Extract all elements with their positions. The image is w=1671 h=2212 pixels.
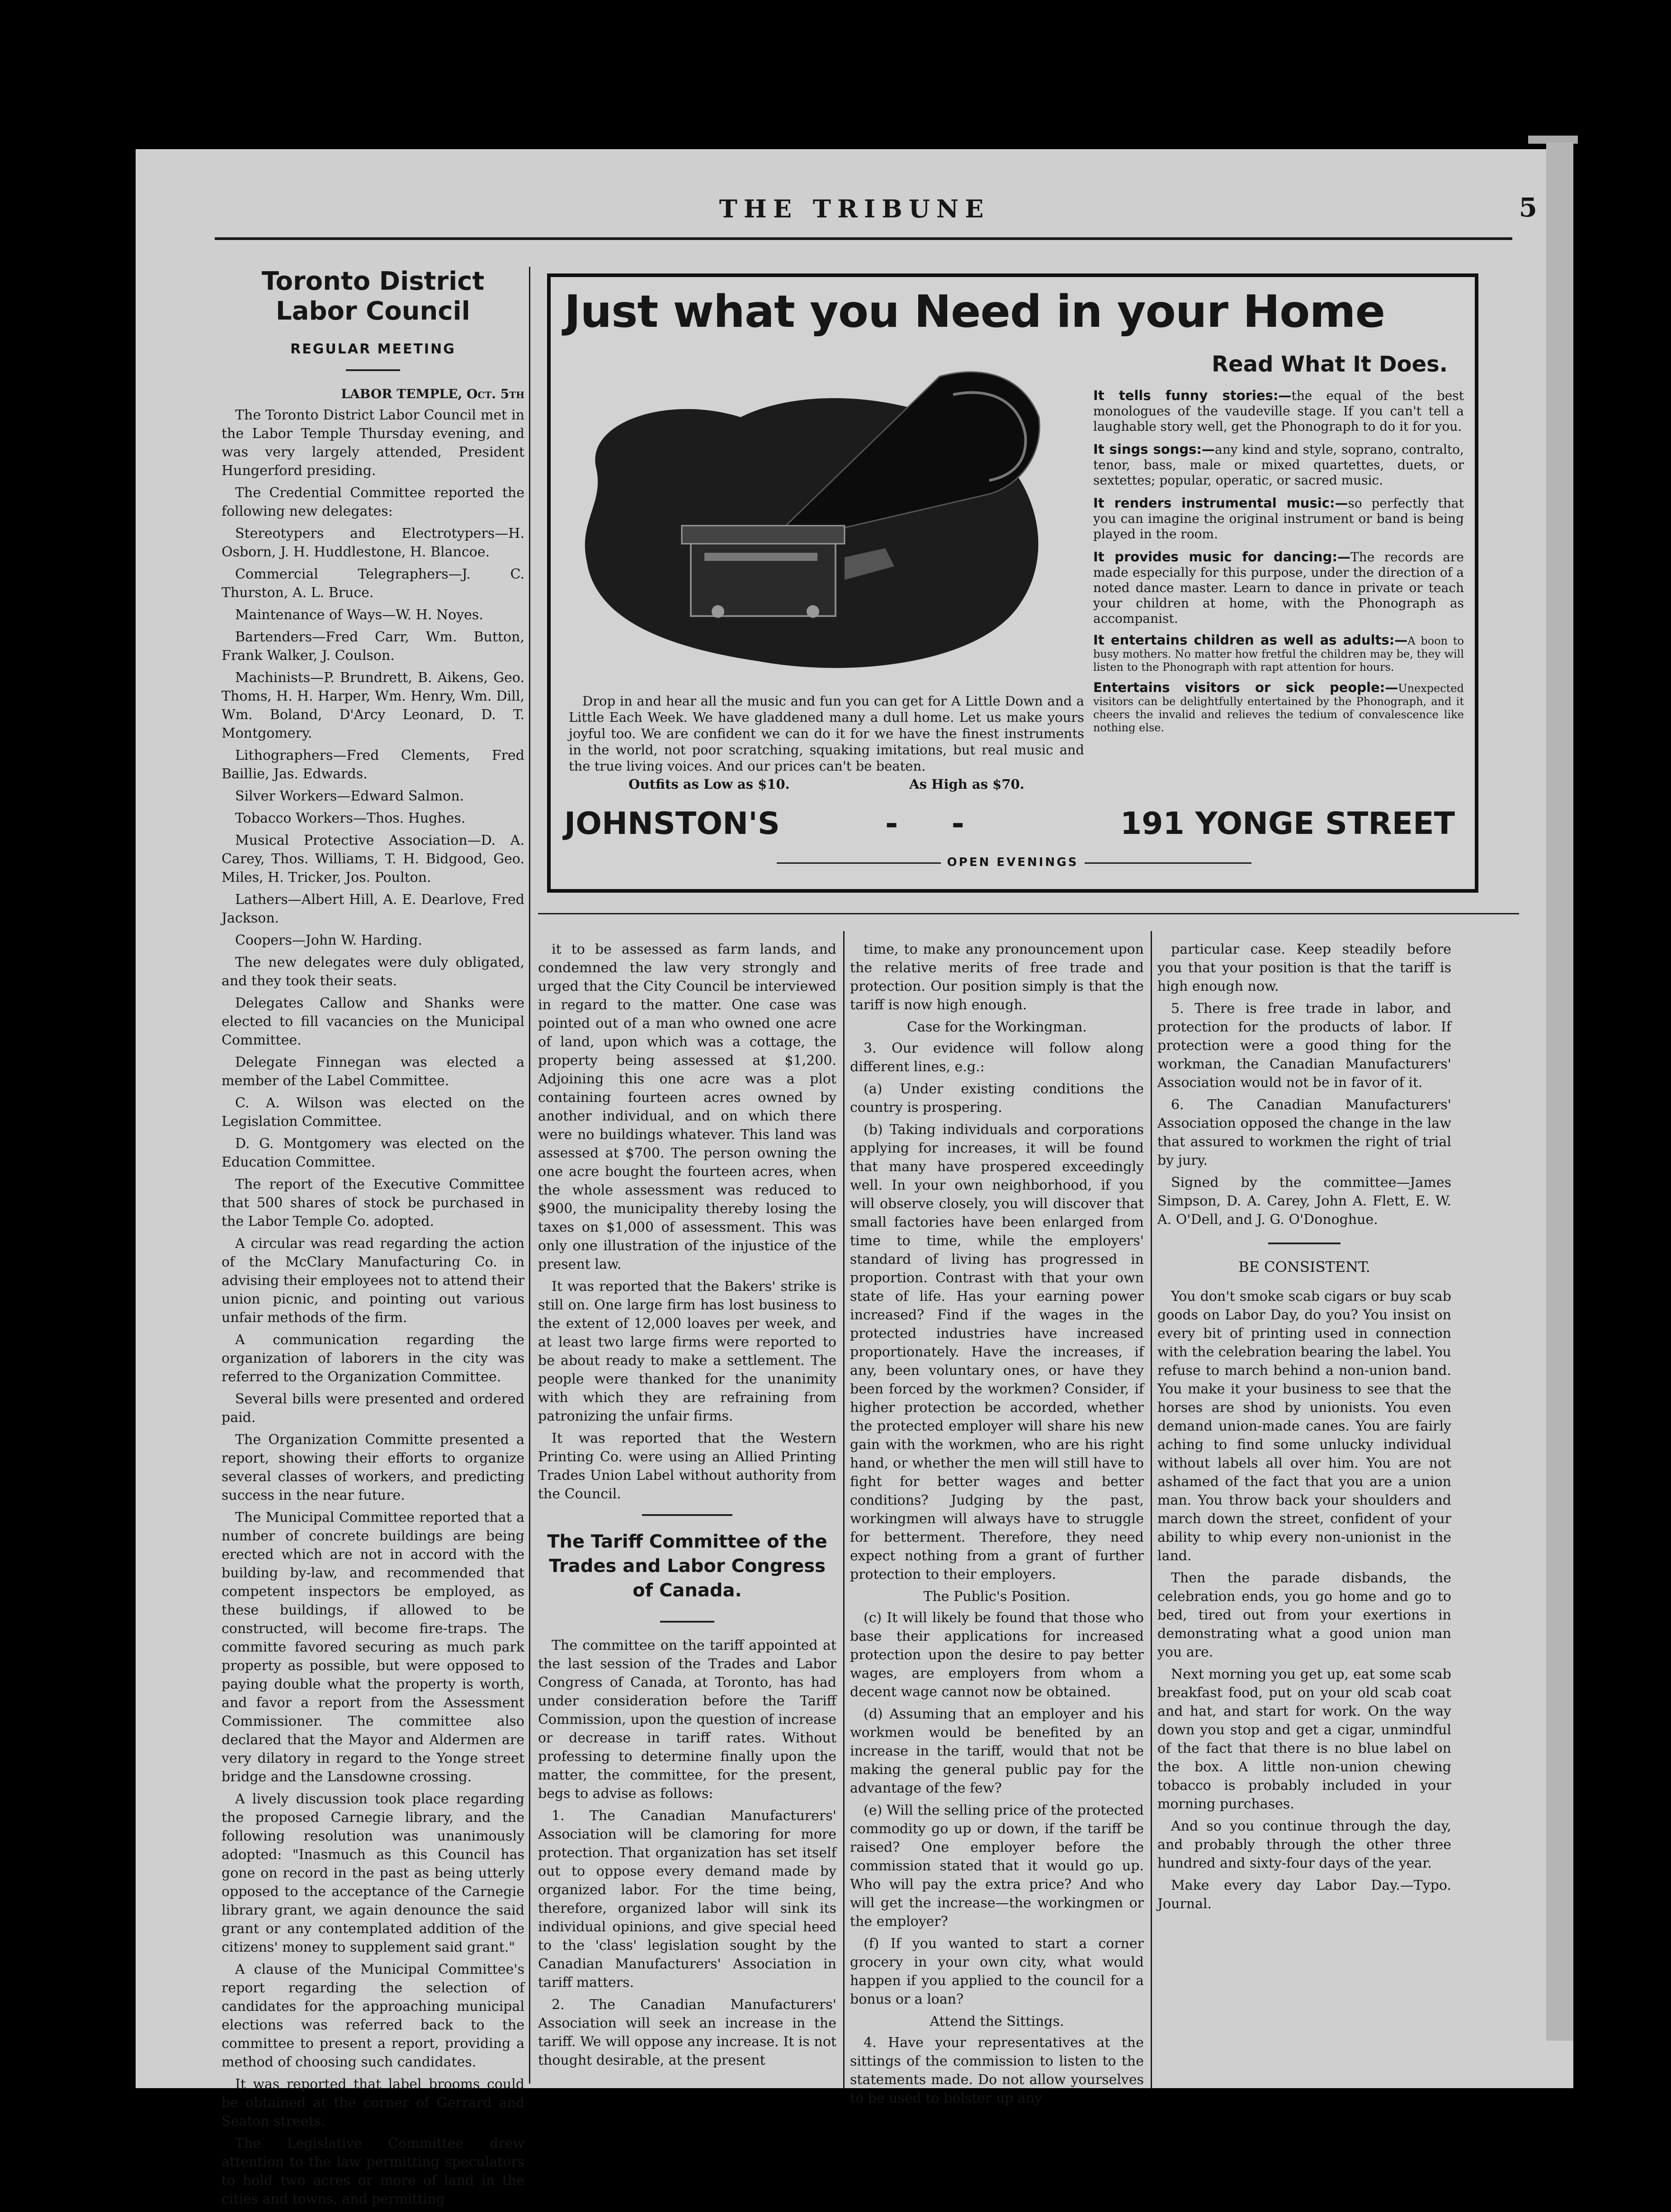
paragraph: 1. The Canadian Manufacturers' Association will be clamoring for more protection. That organization has set itself out to oppose every demand made by organized labor. For the time being, therefore, organized labor will sink its individual opinions, and give special heed to the 'class' legislation sought by the Canadian Manufacturers' Association in tariff matters. (538, 1808, 836, 1991)
feature-lead: It sings songs:— (1093, 442, 1215, 457)
ad-feature (1093, 634, 1464, 674)
paragraph: A clause of the Municipal Committee's report regarding the selection of candidates for the approaching municipal elections was referred back to the committee to present a report, providing a method of choosing such candidates. (222, 1962, 524, 2070)
paragraph: Commercial Telegraphers—J. C. Thurston, A. L. Bruce. (222, 566, 524, 601)
feature-lead: It renders instrumental music:— (1093, 495, 1348, 511)
feature-lead: It tells funny stories:— (1093, 388, 1292, 403)
paragraph: (f) If you wanted to start a corner grocery in your own city, what would happen if you applied to the council for a bonus or a loan? (850, 1936, 1144, 2007)
masthead-rule (215, 237, 1512, 240)
tariff-headline: The Tariff Committee of the Trades and Labor Congress of Canada. (547, 1531, 827, 1601)
paragraph: Delegate Finnegan was elected a member of the Label Committee. (222, 1054, 524, 1089)
feature-lead: Entertains visitors or sick people:— (1093, 680, 1398, 695)
phonograph-illustration (569, 367, 1084, 684)
paragraph: The Organization Committe presented a report, showing their efforts to organize several classes of workers, and predicting success in the near future. (222, 1432, 524, 1503)
price-high: As High as $70. (909, 777, 1024, 792)
page-edge (1546, 142, 1573, 2041)
price-low: Outfits as Low as $10. (628, 777, 790, 792)
ad-feature (1093, 681, 1464, 734)
paragraph: A circular was read regarding the action of the McClary Manufacturing Co. in advising their employees not to attend their union picnic, and pointing out various unfair methods of the firm. (222, 1236, 524, 1326)
paragraph: Silver Workers—Edward Salmon. (235, 788, 464, 804)
paragraph: (c) It will likely be found that those who base their applications for increased protection upon the desire to pay better wages, are employers from whom a decent wage cannot now be obtained. (850, 1610, 1144, 1700)
divider (660, 1621, 714, 1623)
paragraph: (d) Assuming that an employer and his workmen would be benefited by an increase in the tariff, would that not be making the general public pay for the advantage of the few? (850, 1706, 1144, 1796)
column-1 (222, 267, 524, 2212)
paragraph: D. G. Montgomery was elected on the Education Committee. (222, 1136, 524, 1170)
column-rule (529, 267, 530, 2084)
page-number: 5 (1519, 192, 1537, 223)
column-rule (843, 931, 845, 2088)
paragraph: And so you continue through the day, and probably through the other three hundred and sixty-four days of the year. (1157, 1818, 1451, 1871)
paragraph: The Legislative Committee drew attention to the law permitting speculators to hold two acres or more of land in the cities and towns, and permitting (222, 2136, 524, 2207)
column-rule (1151, 931, 1152, 2088)
paragraph: 6. The Canadian Manufacturers' Association opposed the change in the law that assured to workmen the right of trial by jury. (1157, 1097, 1451, 1168)
ad-body (569, 693, 1084, 792)
paragraph: Make every day Labor Day.—Typo. Journal. (1157, 1878, 1451, 1912)
ad-feature (1093, 495, 1464, 542)
feature-text: The records are made especially for this purpose, under the direction of a noted dance master. Learn to dance in private or teach your children at home, with the Phonograph as accompanist. (1093, 550, 1464, 626)
paragraph: The committee on the tariff appointed at the last session of the Trades and Labor Congress of Canada, at Toronto, has had under consideration before the Tariff Commission, upon the question of increase or decrease in tariff rates. Without professing to determine finally upon the matter, the committee, for the present, begs to advise as follows: (538, 1638, 836, 1802)
ad-feature (1093, 549, 1464, 626)
paragraph: (a) Under existing conditions the country is prospering. (850, 1081, 1144, 1115)
paragraph: It was reported that the Bakers' strike is still on. One large firm has lost business to the extent of 12,000 loaves per week, and at least two large firms were reported to be about ready to make a settlement. The people were thanked for the unanimity with which they are refraining from patronizing the unfair firms. (538, 1279, 836, 1424)
dashes: - - (885, 806, 964, 842)
feature-text: Unexpected visitors can be delightfully entertained by the Phonograph, and it cheers the invalid and relieves the tedium of convalescence like nothing else. (1093, 682, 1464, 734)
paragraph: time, to make any pronouncement upon the relative merits of free trade and protection. Our position simply is that the tariff is now high enough. (850, 941, 1144, 1013)
paragraph: Bartenders—Fred Carr, Wm. Button, Frank Walker, J. Coulson. (222, 629, 524, 664)
subhead: The Public's Position. (923, 1589, 1071, 1605)
article-headline: Toronto District Labor Council (261, 267, 485, 326)
ad-features (1093, 388, 1464, 742)
article-subhead: REGULAR MEETING (290, 341, 456, 357)
dateline: LABOR TEMPLE, Oct. 5th (341, 386, 524, 401)
masthead: THE TRIBUNE (719, 194, 990, 223)
section-rule (538, 913, 1519, 914)
paragraph: (b) Taking individuals and corporations applying for increases, it will be found that many have prospered exceedingly well. In your own neighborhood, if you will observe closely, you will discover that small factories have been enlarged from time to time, while the employers' standard of living has progressed in proportion. Contrast with that your own state of life. Has your earning power increased? Find if the wages in the protected industries have increased proportionately. Have the increases, if any, been voluntary ones, or have they been forced by the workmen? Consider, if higher protection be accorded, whether the protected employer will share his new gain with the workmen, who are his right hand, or whether the men will still have to fight for better wages and better conditions? Judging by the past, workingmen will always have to struggle for betterment. Therefore, they need expect nothing from a grant of further protection to their employers. (850, 1122, 1144, 1582)
paragraph: it to be assessed as farm lands, and condemned the law very strongly and urged that the City Council be interviewed in regard to the matter. One case was pointed out of a man who owned one acre of land, upon which was a cottage, the property being assessed at $1,200. Adjoining this one acre was a plot containing fourteen acres owned by another individual, and on which there were no buildings whatever. This land was assessed at $700. The person owning the one acre bought the fourteen acres, when the whole assessment was reduced to $900, the municipality thereby losing the taxes on $1,000 of assessment. This was only one illustration of the injustice of the present law. (538, 941, 836, 1272)
paragraph: The report of the Executive Committee that 500 shares of stock be purchased in the Labor Temple Co. adopted. (222, 1177, 524, 1229)
feature-lead: It provides music for dancing:— (1093, 549, 1350, 565)
paragraph: 2. The Canadian Manufacturers' Association will seek an increase in the tariff. We will oppose any increase. It is not thought desirable, at the present (538, 1997, 836, 2068)
column-4 (1157, 940, 1451, 1917)
newspaper-page (136, 149, 1573, 2207)
ad-title: Just what you Need in your Home (564, 286, 1385, 338)
divider (642, 1514, 732, 1516)
paragraph: Next morning you get up, eat some scab breakfast food, put on your old scab coat and hat, and start for work. On the way down you stop and get a cigar, unmindful of the fact that there is no blue label on the box. A little non-union chewing tobacco is probably included in your morning purchases. (1157, 1666, 1451, 1812)
paragraph: 5. There is free trade in labor, and protection for the products of labor. If protection were a good thing for the workman, the Canadian Manufacturers' Association would not be in favor of it. (1157, 1001, 1451, 1091)
paragraph: Coopers—John W. Harding. (235, 932, 422, 948)
paragraph: Machinists—P. Brundrett, B. Aikens, Geo. Thoms, H. H. Harper, Wm. Henry, Wm. Dill, Wm. Boland, D'Arcy Leonard, D. T. Montgomery. (222, 670, 524, 741)
store-name: JOHNSTON'S (564, 806, 780, 842)
ad-feature (1093, 388, 1464, 434)
feature-lead: It entertains children as well as adults:— (1093, 632, 1408, 648)
ad-subtitle: Read What It Does. (1212, 352, 1448, 377)
feature-text: any kind and style, soprano, contralto, tenor, bass, male or mixed quartettes, duets, or sextettes; popular, operatic, or sacred music. (1093, 442, 1464, 488)
paragraph: Stereotypers and Electrotypers—H. Osborn, J. H. Huddlestone, H. Blancoe. (222, 526, 524, 560)
paragraph: particular case. Keep steadily before you that your position is that the tariff is high enough now. (1157, 941, 1451, 994)
paragraph: It was reported that label brooms could be obtained at the corner of Gerrard and Seaton streets. (222, 2076, 524, 2129)
phonograph-ad (547, 273, 1478, 893)
paragraph: Tobacco Workers—Thos. Hughes. (235, 810, 466, 826)
paragraph: Delegates Callow and Shanks were elected to fill vacancies on the Municipal Committee. (222, 995, 524, 1048)
paragraph: 4. Have your representatives at the sittings of the commission to listen to the statements made. Do not allow yourselves to be used to bolster up any (850, 2035, 1144, 2106)
article-body (222, 406, 524, 2208)
feature-text: A boon to busy mothers. No matter how fretful the children may be, they will listen to the Phonograph with rapt attention for hours. (1093, 635, 1464, 673)
paragraph: Musical Protective Association—D. A. Carey, Thos. Williams, T. H. Bidgood, Geo. Miles, H. Tricker, Jos. Poulton. (222, 833, 524, 885)
column-3 (850, 940, 1144, 2111)
paragraph: A lively discussion took place regarding the proposed Carnegie library, and the following resolution was unanimously adopted: "Inasmuch as this Council has gone on record in the past as being utterly opposed to the acceptance of the Carnegie library grant, we again denounce the said grant or any contemplated addition of the citizens' money to supplement said grant." (222, 1791, 524, 1955)
feature-text: so perfectly that you can imagine the original instrument or band is being played in the room. (1093, 496, 1464, 541)
consistent-headline: BE CONSISTENT. (1238, 1258, 1370, 1275)
paragraph: Maintenance of Ways—W. H. Noyes. (235, 607, 483, 623)
subhead: Case for the Workingman. (907, 1019, 1087, 1035)
divider (346, 369, 400, 371)
paragraph: The Toronto District Labor Council met in the Labor Temple Thursday evening, and was very largely attended, President Hungerford presiding. (222, 407, 524, 479)
paragraph: A communication regarding the organization of laborers in the city was referred to the Organization Committee. (222, 1332, 524, 1385)
paragraph: Lithographers—Fred Clements, Fred Baillie, Jas. Edwards. (222, 748, 524, 782)
paragraph: Then the parade disbands, the celebration ends, you go home and go to bed, tired out from your exertions in demonstrating what a good union man you are. (1157, 1570, 1451, 1660)
feature-text: the equal of the best monologues of the vaudeville stage. If you can't tell a laughable story well, get the Phonograph to do it for you. (1093, 388, 1464, 434)
paragraph: You don't smoke scab cigars or buy scab goods on Labor Day, do you? You insist on every bit of printing used in connection with the celebration bearing the label. You refuse to march behind a non-union band. You make it your business to see that the horses are shod by unionists. You even demand union-made canes. You are fairly aching to find some unlucky individual without labels all over him. You are not ashamed of the fact that you are a union man. You throw back your shoulders and march down the street, confident of your ability to whip every non-unionist in the land. (1157, 1289, 1451, 1564)
paragraph: Signed by the committee—James Simpson, D. A. Carey, John A. Flett, E. W. A. O'Dell, and J. G. O'Donoghue. (1157, 1175, 1451, 1228)
column-2 (538, 940, 836, 2073)
paragraph: The new delegates were duly obligated, and they took their seats. (222, 955, 524, 989)
divider (1268, 1242, 1341, 1244)
paragraph: Several bills were presented and ordered paid. (222, 1391, 524, 1426)
ad-body-text: Drop in and hear all the music and fun you can get for A Little Down and a Little Each Week. We have gladdened many a dull home. Let us make yours joyful too. We are confident we can do it for we have the finest instruments in the world, not poor scratching, squaking imitations, but real music and the true living voices. And our prices can't be beaten. (569, 693, 1084, 774)
ad-feature (1093, 442, 1464, 488)
paragraph: C. A. Wilson was elected on the Legislation Committee. (222, 1095, 524, 1130)
subhead: Attend the Sittings. (930, 2014, 1064, 2029)
paragraph: (e) Will the selling price of the protected commodity go up or down, if the tariff be raised? One employer before the commission stated that it would go up. Who will pay the extra price? And who will get the increase—the workingmen or the employer? (850, 1803, 1144, 1930)
store-address: 191 YONGE STREET (1120, 806, 1455, 842)
paragraph: The Credential Committee reported the following new delegates: (222, 485, 524, 519)
paragraph: The Municipal Committee reported that a number of concrete buildings are being erected which are not in accord with the building by-law, and recommended that competent inspectors be employed, as these buildings, if allowed to be constructed, will become fire-traps. The committe favored securing as much park property as possible, but were opposed to paying double what the property is worth, and favor a report from the Assessment Commissioner. The committee also declared that the Mayor and Aldermen are very dilatory in regard to the Yonge street bridge and the Lansdowne crossing. (222, 1510, 524, 1785)
paragraph: Lathers—Albert Hill, A. E. Dearlove, Fred Jackson. (222, 892, 524, 926)
paragraph: 3. Our evidence will follow along different lines, e.g.: (850, 1040, 1144, 1075)
paragraph: It was reported that the Western Printing Co. were using an Allied Printing Trades Union Label without authority from the Council. (538, 1431, 836, 1502)
open-evenings: OPEN EVENINGS (551, 856, 1475, 869)
